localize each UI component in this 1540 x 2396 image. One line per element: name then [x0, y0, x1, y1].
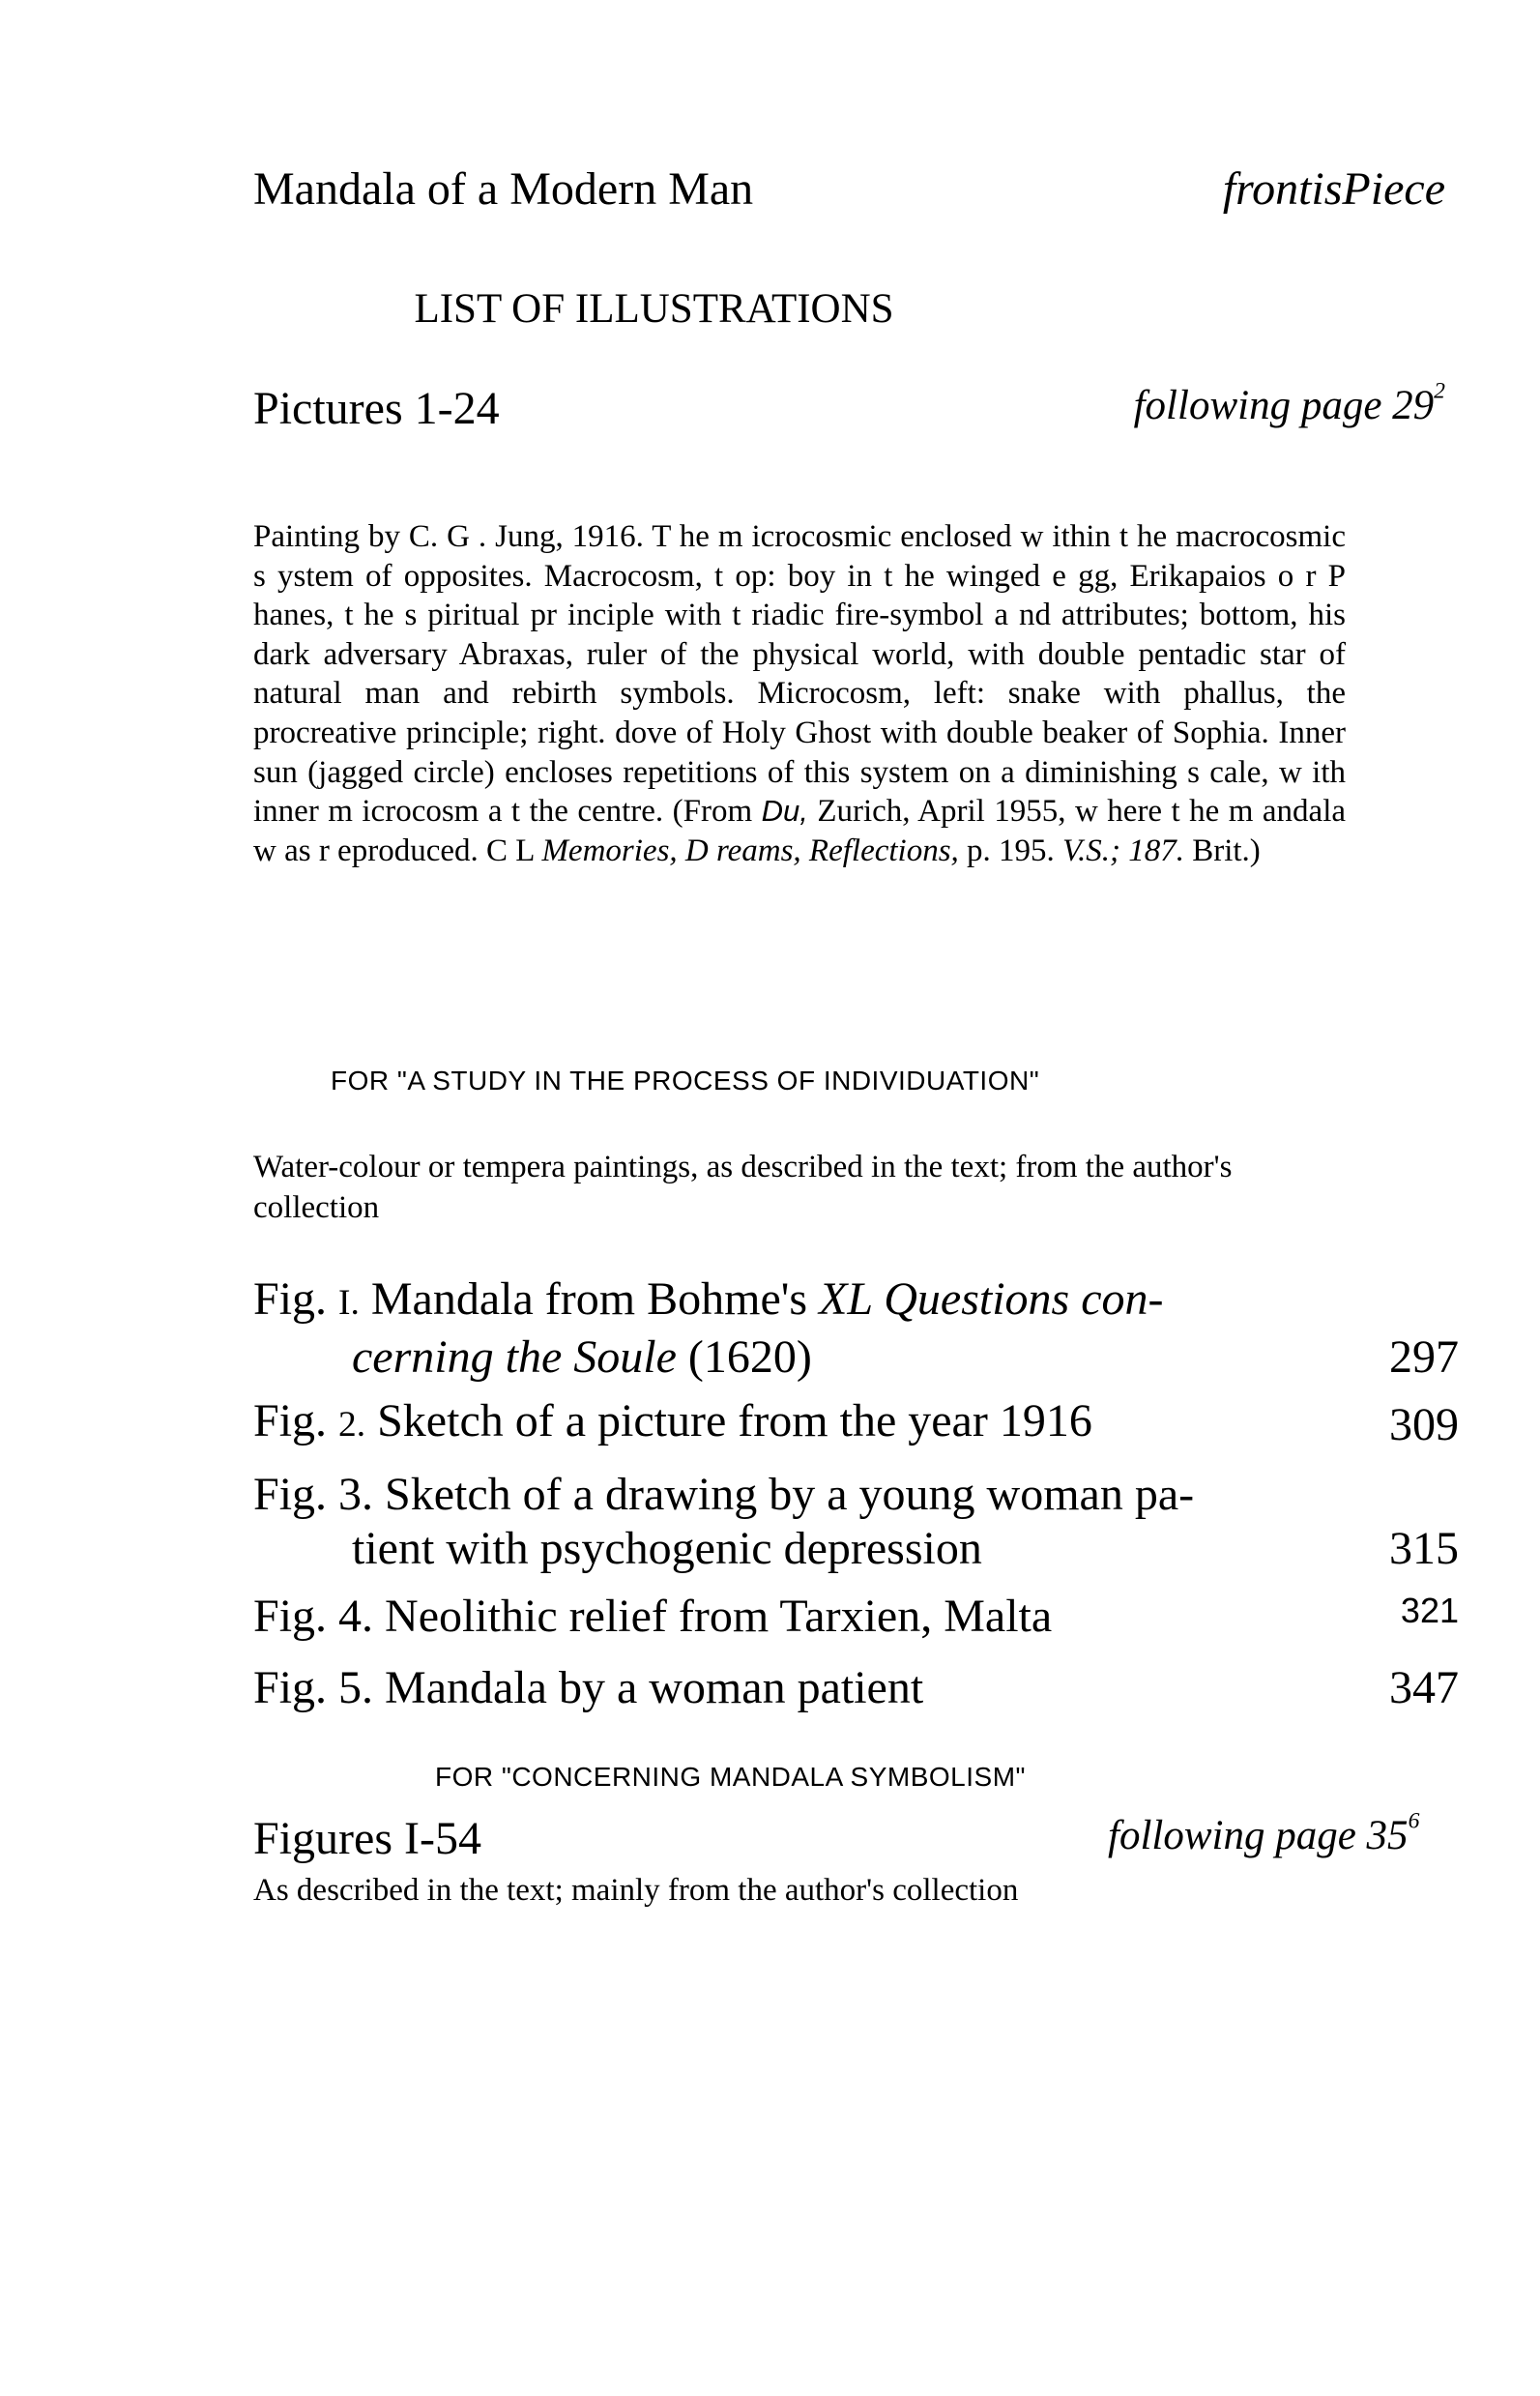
frontispiece-caption: Painting by C. G . Jung, 1916. T he m icrocosmic enclosed w ithin t he macrocosmic s ystem of opposites. Macrocosm, t op: boy in t he winged e gg, Erikapaios o r P hanes, t he s piritual pr inciple with t riadic fire-symbol a nd attributes; bottom, his dark adversary Abraxas, ruler of the physical world, with double pentadic star of natural man and rebirth symbols. Microcosm, left: snake with phallus, the procreative principle; right. dove of Holy Ghost with double beaker of Sophia. Inner sun (jagged circle) encloses repetitions of this system on a diminishing s cale, w ith inner m icrocosm a t the centre. (From Du, Zurich, April 1955, w here t he m andala w as r eproduced. C L Memories, D reams, Reflections, p. 195. V.S.; 187. Brit.) [253, 519, 1347, 868]
section2-note: As described in the text; mainly from the author's collection [253, 1873, 1019, 1908]
header-frontispiece: frontisPiece [1222, 163, 1445, 215]
figure-entry-3: Fig. 3. Sketch of a drawing by a young woman pa- tient with psychogenic depression 315 [253, 1469, 1459, 1574]
running-header [253, 162, 1445, 220]
list-title: LIST OF ILLUSTRATIONS [414, 286, 894, 332]
figure-entry-1: Fig. I. Mandala from Bohme's XL Questions con- cerning the Soule (1620) 297 [253, 1273, 1459, 1383]
figures-following: following page $35^6$ [1108, 1808, 1420, 1858]
figure-page-5: 347 [1389, 1662, 1459, 1713]
section-heading-mandala-symbolism: FOR "CONCERNING MANDALA SYMBOLISM" [435, 1762, 1026, 1792]
figures-label: Figures I-54 [253, 1813, 481, 1864]
figure-entry-4: Fig. 4. Neolithic relief from Tarxien, Malta 321 [253, 1590, 1459, 1644]
figure-entry-5: Fig. 5. Mandala by a woman patient 347 [253, 1662, 1459, 1713]
section-heading-individuation: FOR "A STUDY IN THE PROCESS OF INDIVIDUATION" [331, 1066, 1040, 1096]
pictures-line [253, 378, 1445, 440]
pictures-following: following page $29^2$ [1133, 378, 1445, 428]
header-title: Mandala of a Modern Man [253, 163, 754, 215]
figure-page-1: 297 [1389, 1331, 1459, 1383]
figure-page-2: 309 [1389, 1399, 1459, 1450]
figure-page-4: 321 [1400, 1591, 1459, 1630]
section1-note: Water-colour or tempera paintings, as described in the text; from the author's collection [253, 1150, 1233, 1225]
figure-entry-2: Fig. 2. Sketch of a picture from the year 1916 309 [253, 1395, 1459, 1450]
pictures-label: Pictures 1-24 [253, 383, 500, 434]
figure-page-3: 315 [1389, 1523, 1459, 1574]
